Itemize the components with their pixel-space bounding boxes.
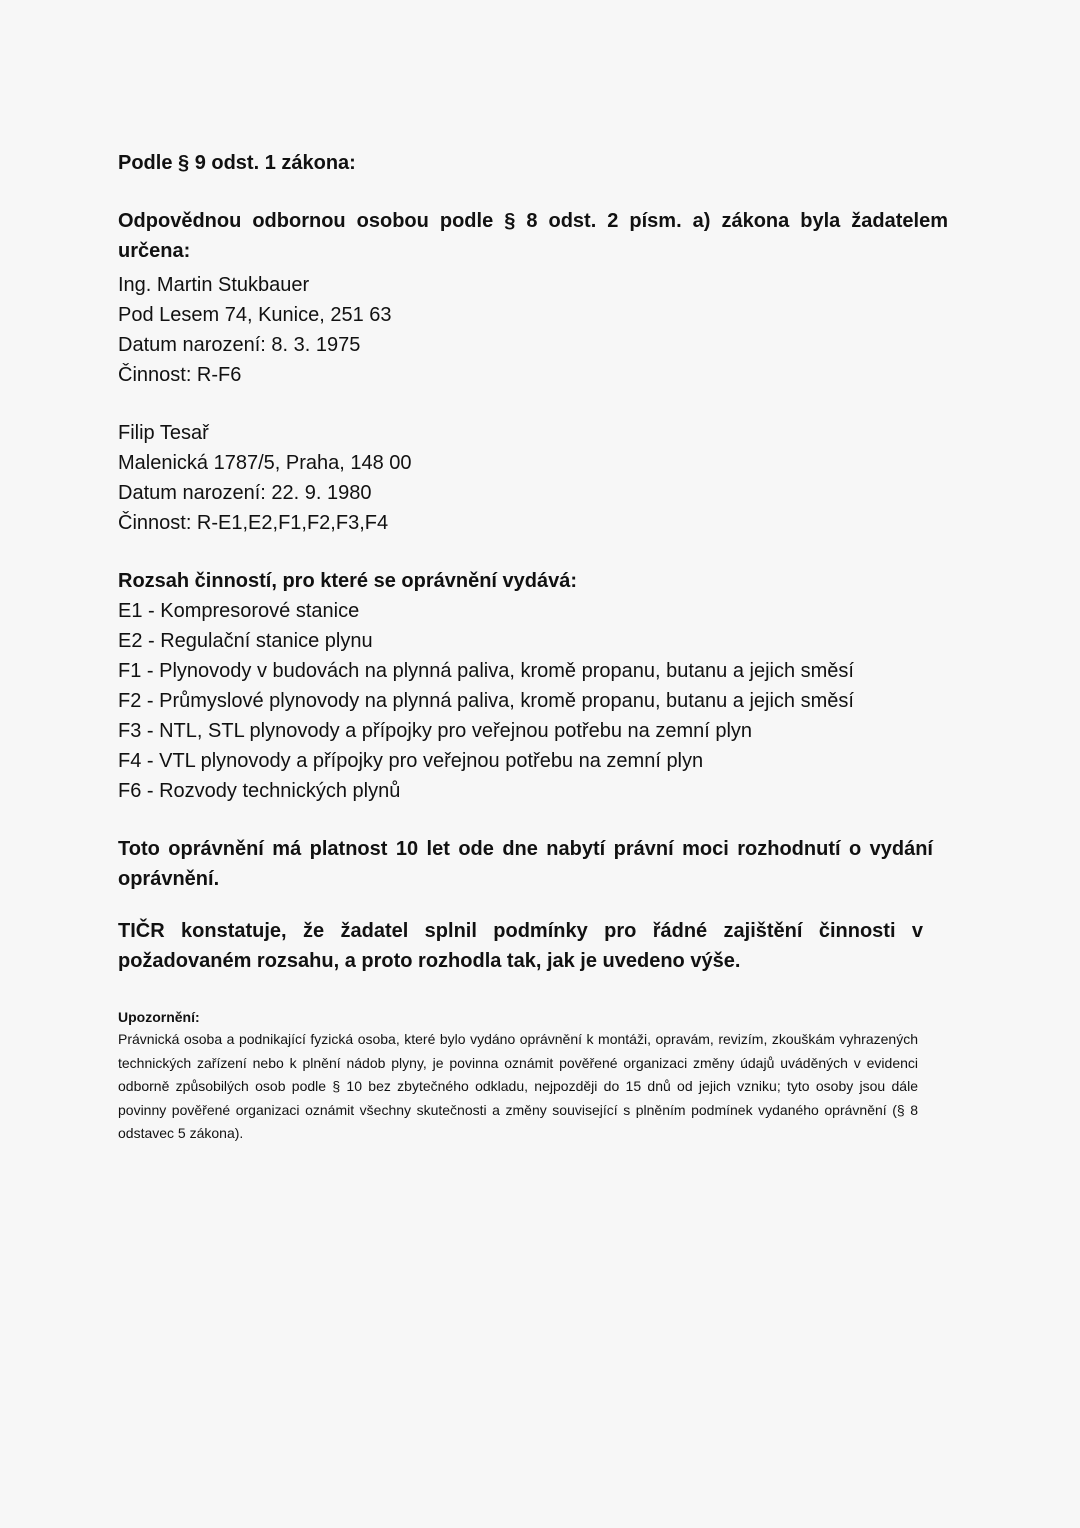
scope-list (118, 596, 888, 806)
scope-item: F2 - Průmyslové plynovody na plynná paliva, kromě propanu, butanu a jejich směsí (118, 690, 854, 712)
person-name: Filip Tesař (118, 422, 209, 444)
authority-statement: TIČR konstatuje, že žadatel splnil podmínky pro řádné zajištění činnosti v požadovaném rozsahu, a proto rozhodla tak, jak je uvedeno výše. (118, 920, 923, 972)
scope-item: E2 - Regulační stanice plynu (118, 630, 373, 652)
scope-title: Rozsah činností, pro které se oprávnění vydává: (118, 570, 578, 592)
person-name: Ing. Martin Stukbauer (118, 274, 310, 296)
person-activity: Činnost: R-F6 (118, 364, 242, 386)
scope-item: E1 - Kompresorové stanice (118, 600, 360, 622)
scope-item: F1 - Plynovody v budovách na plynná paliva, kromě propanu, butanu a jejich směsí (118, 660, 854, 682)
scope-item: F3 - NTL, STL plynovody a přípojky pro veřejnou potřebu na zemní plyn (118, 720, 753, 742)
warning-text: Právnická osoba a podnikající fyzická osoba, které bylo vydáno oprávnění k montáži, opravám, revizím, zkouškám vyhrazených technických zařízení nebo k plnění nádob plyny, je povinna oznámit pověřené organizaci změny údajů uváděných v evidenci odborně způsobilých osob podle § 10 bez zbytečného odkladu, nejpozději do 15 dnů od jejich vzniku; tyto osoby jsou dále povinny pověřené organizaci oznámit všechny skutečnosti a změny související s plněním podmínek vydaného oprávnění (§ 8 odstavec 5 zákona). (118, 1031, 918, 1141)
person-birth-date: Datum narození: 8. 3. 1975 (118, 334, 361, 356)
person-address: Pod Lesem 74, Kunice, 251 63 (118, 304, 392, 326)
person-card-1 (118, 270, 948, 390)
person-address: Malenická 1787/5, Praha, 148 00 (118, 452, 412, 474)
scope-item: F6 - Rozvody technických plynů (118, 780, 401, 802)
person-activity: Činnost: R-E1,E2,F1,F2,F3,F4 (118, 512, 389, 534)
validity-statement: Toto oprávnění má platnost 10 let ode dne nabytí právní moci rozhodnutí o vydání oprávnění. (118, 838, 933, 890)
person-birth-date: Datum narození: 22. 9. 1980 (118, 482, 372, 504)
responsible-person-intro: Odpovědnou odbornou osobou podle § 8 odst. 2 písm. a) zákona byla žadatelem určena: (118, 210, 948, 262)
warning-title: Upozornění: (118, 1009, 200, 1025)
document-page (118, 148, 948, 1146)
legal-basis-heading: Podle § 9 odst. 1 zákona: (118, 152, 356, 174)
scope-item: F4 - VTL plynovody a přípojky pro veřejnou potřebu na zemní plyn (118, 750, 704, 772)
person-card-2 (118, 418, 948, 538)
